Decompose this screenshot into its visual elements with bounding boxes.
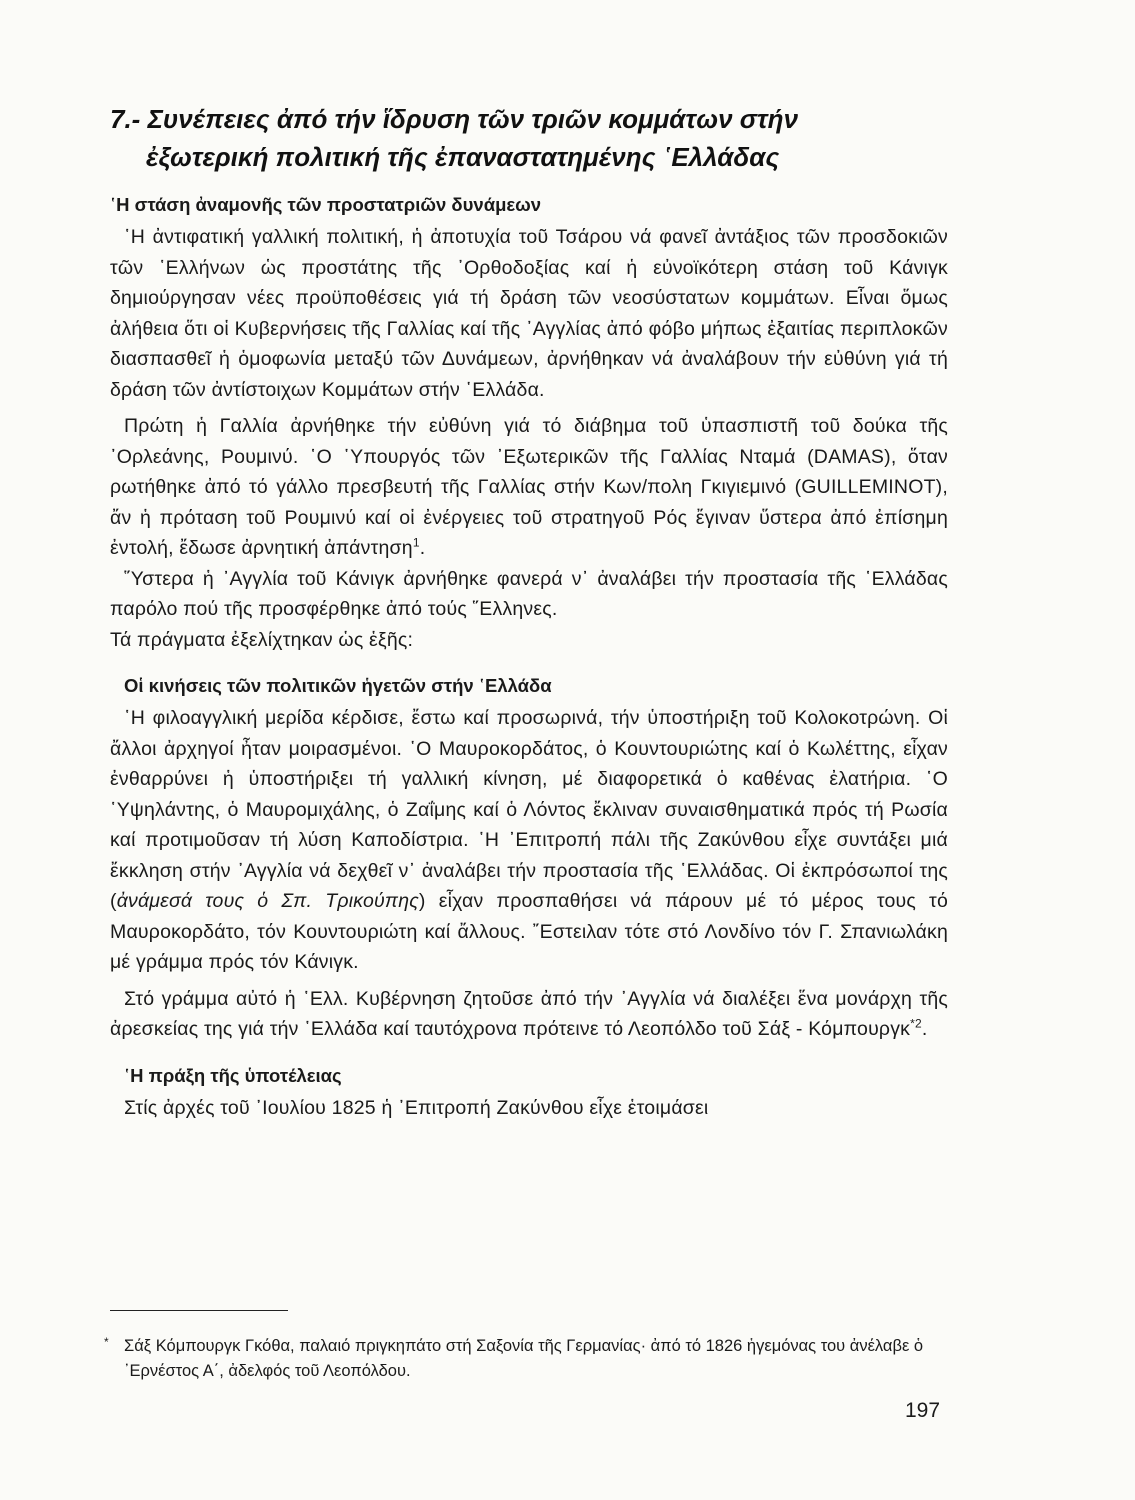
- italic-text: ἀνάμεσά τους ὁ Σπ. Τρικούπης: [116, 890, 419, 912]
- paragraph: ῾Η ἀντιφατική γαλλική πολιτική, ἡ ἀποτυχία τοῦ Τσάρου νά φανεῖ ἀντάξιος τῶν προσδοκιῶν τῶν ῾Ελλήνων ὡς προστάτης τῆς ᾿Ορθοδοξίας καί ἡ εὐνοϊκότερη στάση τοῦ Κάνιγκ δημιούργησαν νέες προϋποθέσεις γιά τή δράση τῶν νεοσύστατων κομμάτων. Εἶναι ὅμως ἀλήθεια ὅτι οἱ Κυβερνήσεις τῆς Γαλλίας καί τῆς ᾿Αγγλίας ἀπό φόβο μήπως ἐξαιτίας περιπλοκῶν διασπασθεῖ ἡ ὁμοφωνία μεταξύ τῶν Δυνάμεων, ἀρνήθηκαν νά ἀναλάβουν τήν εὐθύνη γιά τή δράση τῶν ἀντίστοιχων Κομμάτων στήν ῾Ελλάδα.: [110, 226, 948, 401]
- footnote-divider: [110, 1310, 288, 1311]
- footnote-text: Σάξ Κόμπουργκ Γκόθα, παλαιό πριγκηπάτο στή Σαξονία τῆς Γερμανίας· ἀπό τό 1826 ἡγεμόνας του ἀνέλαβε ὁ ᾿Ερνέστος Α΄, ἀδελφός τοῦ Λεοπόλδου.: [124, 1337, 924, 1380]
- footnote: [104, 1334, 948, 1384]
- page-content: [110, 100, 948, 1123]
- chapter-title-line2: ἐξωτερική πολιτική τῆς ἐπαναστατημένης ῾Ελλάδας: [146, 142, 780, 172]
- section-heading-awaiting-powers: ῾Η στάση ἀναμονῆς τῶν προστατριῶν δυνάμεων: [110, 194, 542, 215]
- paragraph: Στό γράμμα αὐτό ἡ ῾Ελλ. Κυβέρνηση ζητοῦσε ἀπό τήν ᾿Αγγλία νά διαλέξει ἕνα μονάρχη τῆς ἀρεσκείας της γιά τήν ῾Ελλάδα καί ταυτόχρονα πρότεινε τό Λεοπόλδο τοῦ Σάξ - Κόμπουργκ$^{*2}$.: [110, 987, 948, 1040]
- footnote-ref: *2: [910, 1016, 922, 1031]
- paragraph: Τά πράγματα ἐξελίχτηκαν ὡς ἑξῆς:: [110, 628, 414, 651]
- paragraph: Στίς ἀρχές τοῦ ᾿Ιουλίου 1825 ἡ ᾿Επιτροπή Ζακύνθου εἶχε ἑτοιμάσει: [124, 1096, 709, 1119]
- paragraph: Πρώτη ἡ Γαλλία ἀρνήθηκε τήν εὐθύνη γιά τό διάβημα τοῦ ὑπασπιστῆ τοῦ δούκα τῆς ᾿Ορλεάνης, Ρουμινύ. ῾Ο ῾Υπουργός τῶν ᾿Εξωτερικῶν τῆς Γαλλίας Νταμά (DAMAS), ὅταν ρωτήθηκε ἀπό τό γάλλο πρεσβευτή τῆς Γαλλίας στήν Κων/πολη Γκιγιεμινό (GUILLEMINOT), ἄν ἡ πρόταση τοῦ Ρουμινύ καί οἱ ἐνέργειες τοῦ στρατηγοῦ Ρός ἔγιναν ὕστερα ἀπό ἐπίσημη ἐντολή, ἔδωσε ἀρνητική ἀπάντηση$^1$.: [110, 415, 948, 559]
- section-heading-act-of-submission: ῾Η πράξη τῆς ὑποτέλειας: [124, 1064, 342, 1086]
- footnote-mark: *: [104, 1335, 109, 1349]
- footnote-ref: 1: [412, 535, 420, 550]
- paragraph: ῾Η φιλοαγγλική μερίδα κέρδισε, ἔστω καί προσωρινά, τήν ὑποστήριξη τοῦ Κολοκοτρώνη. Οἱ ἄλλοι ἀρχηγοί ἦταν μοιρασμένοι. ῾Ο Μαυροκορδάτος, ὁ Κουντουριώτης καί ὁ Κωλέττης, εἶχαν ἐνθαρρύνει ἡ ὑποστήριξει τή γαλλική κίνηση, μέ διαφορετικά ὁ καθένας ἐλατήρια. ῾Ο ῾Υψηλάντης, ὁ Μαυρομιχάλης, ὁ Ζαΐμης καί ὁ Λόντος ἔκλιναν συναισθηματικά πρός τή Ρωσία καί προτιμοῦσαν τή λύση Καποδίστρια. ῾Η ᾿Επιτροπή πάλι τῆς Ζακύνθου εἶχε συντάξει μιά ἔκκληση στήν ᾿Αγγλία νά δεχθεῖ ν᾿ ἀναλάβει τήν προστασία τῆς ῾Ελλάδας. Οἱ ἐκπρόσωποί της (ἀνάμεσά τους ὁ Σπ. Τρικούπης) εἶχαν προσπαθήσει νά πάρουν μέ τό μέρος τους τό Μαυροκορδάτο, τόν Κουντουριώτη καί ἄλλους. ῎Εστειλαν τότε στό Λονδίνο τόν Γ. Σπανιωλάκη μέ γράμμα πρός τόν Κάνιγκ.: [110, 707, 948, 973]
- chapter-title-line1: 7.- Συνέπειες ἀπό τήν ἵδρυση τῶν τριῶν κομμάτων στήν: [110, 104, 799, 134]
- chapter-title: [110, 100, 948, 176]
- section-heading-political-leaders: Οἱ κινήσεις τῶν πολιτικῶν ἡγετῶν στήν ῾Ελλάδα: [124, 675, 552, 696]
- page-number: 197: [905, 1399, 941, 1422]
- paragraph: ῞Υστερα ἡ ᾿Αγγλία τοῦ Κάνιγκ ἀρνήθηκε φανερά ν᾿ ἀναλάβει τήν προστασία τῆς ῾Ελλάδας παρόλο πού τῆς προσφέρθηκε ἀπό τούς ῞Ελληνες.: [110, 567, 948, 620]
